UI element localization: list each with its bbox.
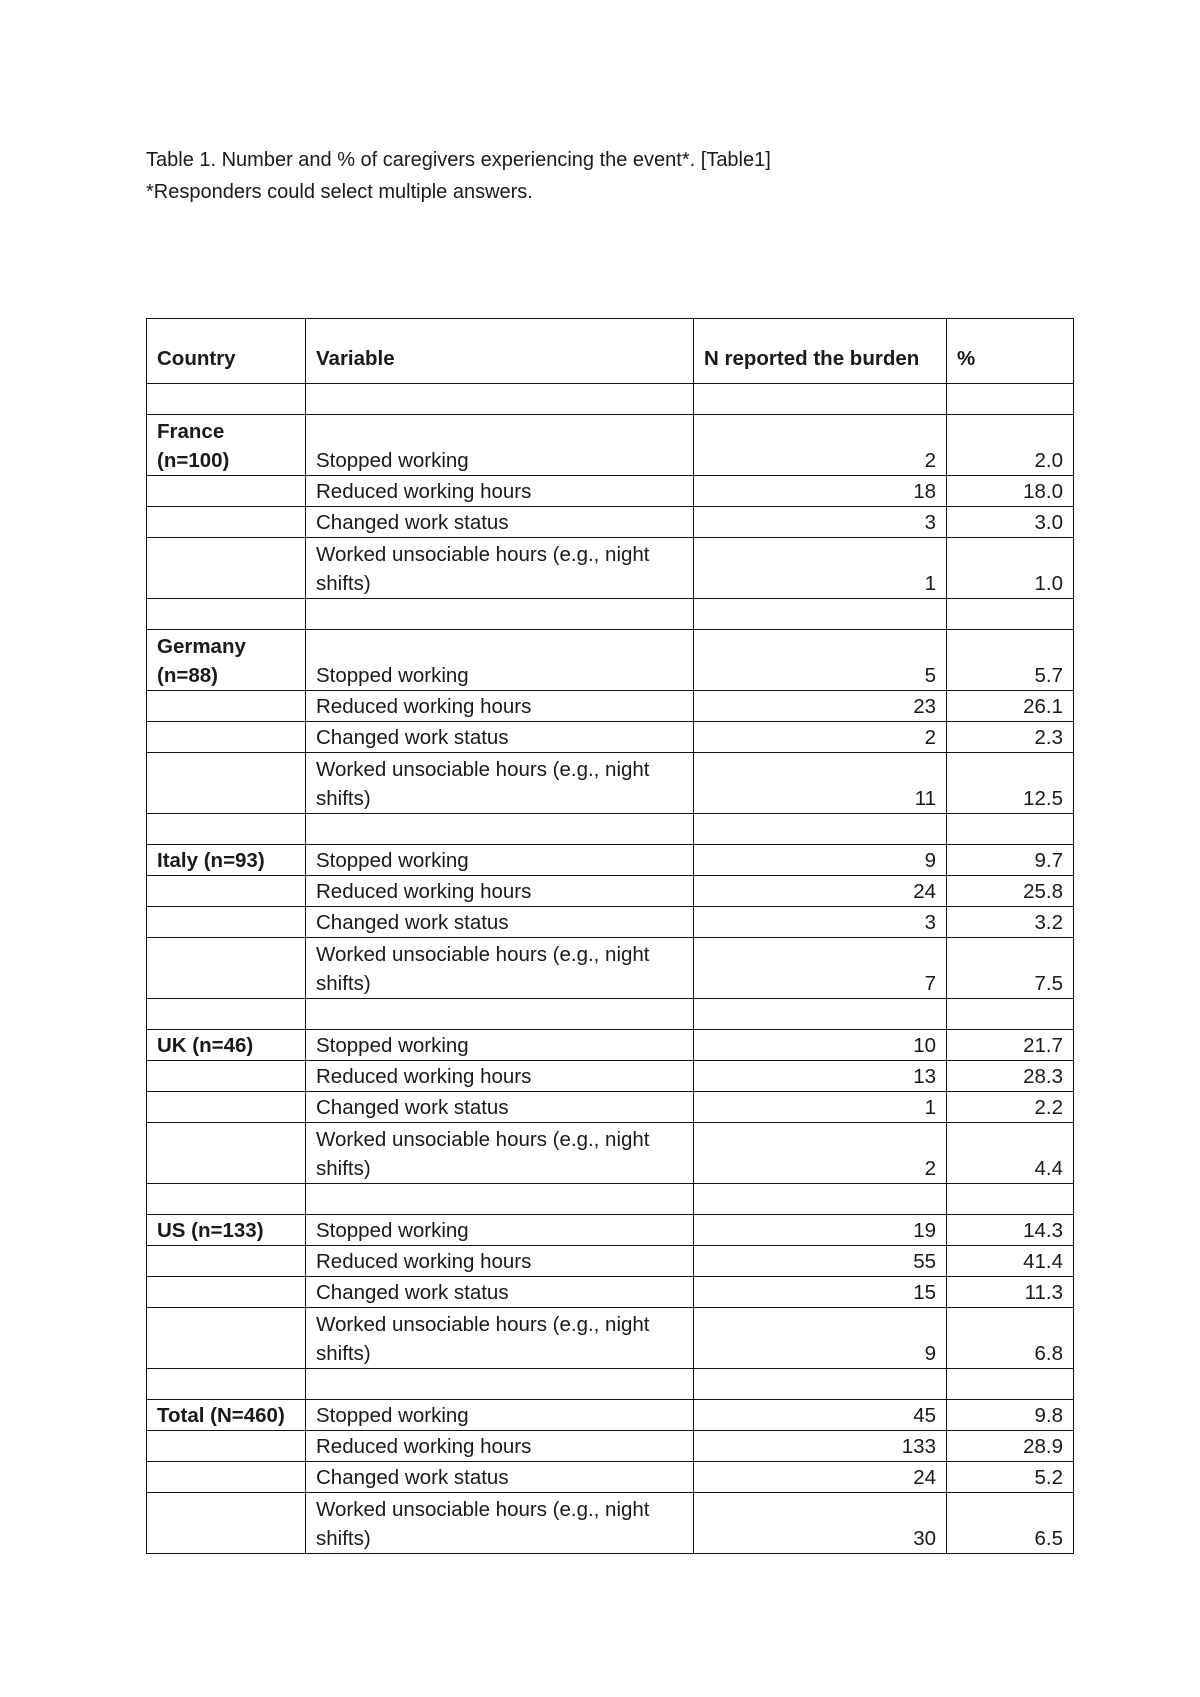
country-cell (147, 538, 306, 599)
n-cell: 18 (694, 476, 947, 507)
pct-cell: 12.5 (947, 753, 1074, 814)
country-cell: UK (n=46) (147, 1030, 306, 1061)
header-n: N reported the burden (694, 319, 947, 384)
table-row (147, 845, 1074, 876)
caption-footnote: *Responders could select multiple answers. (146, 181, 533, 203)
variable-cell: Changed work status (306, 507, 694, 538)
table-row (147, 907, 1074, 938)
variable-cell: Stopped working (306, 845, 694, 876)
pct-cell: 28.3 (947, 1061, 1074, 1092)
n-cell: 3 (694, 907, 947, 938)
n-cell: 45 (694, 1400, 947, 1431)
n-cell: 133 (694, 1431, 947, 1462)
n-cell: 30 (694, 1493, 947, 1554)
pct-cell: 9.7 (947, 845, 1074, 876)
table-header-row (147, 319, 1074, 384)
caption-title: Table 1. Number and % of caregivers experiencing the event*. [Table1] (146, 149, 771, 171)
pct-cell: 11.3 (947, 1277, 1074, 1308)
n-cell: 9 (694, 1308, 947, 1369)
pct-cell: 28.9 (947, 1431, 1074, 1462)
table-row (147, 1215, 1074, 1246)
variable-cell: Stopped working (306, 1400, 694, 1431)
spacer-cell (947, 1369, 1074, 1400)
spacer-cell (694, 384, 947, 415)
table-row (147, 1431, 1074, 1462)
pct-cell: 7.5 (947, 938, 1074, 999)
n-cell: 15 (694, 1277, 947, 1308)
spacer-cell (147, 1184, 306, 1215)
burden-table (146, 318, 1074, 1554)
header-pct: % (947, 319, 1074, 384)
variable-cell: Stopped working (306, 630, 694, 691)
variable-cell: Stopped working (306, 1030, 694, 1061)
spacer-row (147, 599, 1074, 630)
spacer-cell (694, 814, 947, 845)
variable-cell: Changed work status (306, 1092, 694, 1123)
pct-cell: 2.3 (947, 722, 1074, 753)
country-cell (147, 1246, 306, 1277)
variable-cell: Worked unsociable hours (e.g., night shifts) (306, 753, 694, 814)
spacer-cell (306, 1184, 694, 1215)
n-cell: 13 (694, 1061, 947, 1092)
spacer-cell (694, 999, 947, 1030)
spacer-cell (306, 999, 694, 1030)
spacer-row (147, 999, 1074, 1030)
variable-cell: Worked unsociable hours (e.g., night shifts) (306, 1493, 694, 1554)
country-cell: France (n=100) (147, 415, 306, 476)
variable-cell: Reduced working hours (306, 1246, 694, 1277)
variable-cell: Changed work status (306, 722, 694, 753)
table-row (147, 1277, 1074, 1308)
spacer-row (147, 1369, 1074, 1400)
pct-cell: 2.0 (947, 415, 1074, 476)
table-row (147, 507, 1074, 538)
table-row (147, 691, 1074, 722)
n-cell: 55 (694, 1246, 947, 1277)
table-row (147, 538, 1074, 599)
n-cell: 2 (694, 415, 947, 476)
spacer-row (147, 814, 1074, 845)
country-cell (147, 1123, 306, 1184)
pct-cell: 14.3 (947, 1215, 1074, 1246)
country-cell: Italy (n=93) (147, 845, 306, 876)
country-cell (147, 1431, 306, 1462)
spacer-cell (147, 814, 306, 845)
table-row (147, 1400, 1074, 1431)
n-cell: 5 (694, 630, 947, 691)
spacer-cell (147, 1369, 306, 1400)
spacer-cell (306, 1369, 694, 1400)
table-row (147, 630, 1074, 691)
country-cell (147, 1061, 306, 1092)
n-cell: 2 (694, 1123, 947, 1184)
variable-cell: Changed work status (306, 1462, 694, 1493)
pct-cell: 5.2 (947, 1462, 1074, 1493)
country-cell (147, 476, 306, 507)
n-cell: 24 (694, 876, 947, 907)
n-cell: 9 (694, 845, 947, 876)
spacer-cell (147, 384, 306, 415)
pct-cell: 5.7 (947, 630, 1074, 691)
variable-cell: Worked unsociable hours (e.g., night shifts) (306, 1308, 694, 1369)
spacer-cell (147, 599, 306, 630)
country-cell (147, 907, 306, 938)
country-cell (147, 876, 306, 907)
spacer-row (147, 1184, 1074, 1215)
spacer-cell (947, 384, 1074, 415)
n-cell: 7 (694, 938, 947, 999)
country-cell: Germany (n=88) (147, 630, 306, 691)
spacer-cell (947, 1184, 1074, 1215)
country-cell (147, 507, 306, 538)
pct-cell: 3.2 (947, 907, 1074, 938)
variable-cell: Changed work status (306, 907, 694, 938)
n-cell: 23 (694, 691, 947, 722)
table-row (147, 938, 1074, 999)
pct-cell: 6.8 (947, 1308, 1074, 1369)
table-row (147, 1061, 1074, 1092)
country-cell (147, 753, 306, 814)
table-row (147, 1030, 1074, 1061)
table-row (147, 1462, 1074, 1493)
pct-cell: 3.0 (947, 507, 1074, 538)
spacer-cell (147, 999, 306, 1030)
table-row (147, 876, 1074, 907)
country-cell (147, 1308, 306, 1369)
table-row (147, 1123, 1074, 1184)
variable-cell: Changed work status (306, 1277, 694, 1308)
country-cell: Total (N=460) (147, 1400, 306, 1431)
spacer-cell (306, 814, 694, 845)
pct-cell: 1.0 (947, 538, 1074, 599)
variable-cell: Worked unsociable hours (e.g., night shifts) (306, 938, 694, 999)
header-variable: Variable (306, 319, 694, 384)
table-row (147, 1246, 1074, 1277)
variable-cell: Reduced working hours (306, 691, 694, 722)
table-row (147, 476, 1074, 507)
n-cell: 3 (694, 507, 947, 538)
pct-cell: 6.5 (947, 1493, 1074, 1554)
country-cell (147, 1277, 306, 1308)
spacer-cell (947, 599, 1074, 630)
country-cell: US (n=133) (147, 1215, 306, 1246)
country-cell (147, 1092, 306, 1123)
spacer-cell (947, 999, 1074, 1030)
n-cell: 19 (694, 1215, 947, 1246)
spacer-cell (947, 814, 1074, 845)
pct-cell: 4.4 (947, 1123, 1074, 1184)
variable-cell: Reduced working hours (306, 1061, 694, 1092)
n-cell: 10 (694, 1030, 947, 1061)
pct-cell: 18.0 (947, 476, 1074, 507)
pct-cell: 2.2 (947, 1092, 1074, 1123)
table-caption (146, 144, 771, 208)
pct-cell: 21.7 (947, 1030, 1074, 1061)
pct-cell: 41.4 (947, 1246, 1074, 1277)
spacer-cell (694, 1369, 947, 1400)
pct-cell: 26.1 (947, 691, 1074, 722)
spacer-cell (694, 599, 947, 630)
table-row (147, 1308, 1074, 1369)
variable-cell: Stopped working (306, 1215, 694, 1246)
variable-cell: Reduced working hours (306, 476, 694, 507)
pct-cell: 25.8 (947, 876, 1074, 907)
country-cell (147, 722, 306, 753)
header-country: Country (147, 319, 306, 384)
variable-cell: Reduced working hours (306, 1431, 694, 1462)
table-row (147, 1092, 1074, 1123)
spacer-cell (306, 599, 694, 630)
n-cell: 1 (694, 538, 947, 599)
spacer-row (147, 384, 1074, 415)
country-cell (147, 1462, 306, 1493)
table-row (147, 1493, 1074, 1554)
table-row (147, 722, 1074, 753)
spacer-cell (306, 384, 694, 415)
variable-cell: Reduced working hours (306, 876, 694, 907)
table-row (147, 415, 1074, 476)
n-cell: 1 (694, 1092, 947, 1123)
table-row (147, 753, 1074, 814)
country-cell (147, 691, 306, 722)
country-cell (147, 938, 306, 999)
pct-cell: 9.8 (947, 1400, 1074, 1431)
country-cell (147, 1493, 306, 1554)
spacer-cell (694, 1184, 947, 1215)
n-cell: 24 (694, 1462, 947, 1493)
variable-cell: Worked unsociable hours (e.g., night shifts) (306, 538, 694, 599)
n-cell: 11 (694, 753, 947, 814)
variable-cell: Stopped working (306, 415, 694, 476)
variable-cell: Worked unsociable hours (e.g., night shifts) (306, 1123, 694, 1184)
n-cell: 2 (694, 722, 947, 753)
